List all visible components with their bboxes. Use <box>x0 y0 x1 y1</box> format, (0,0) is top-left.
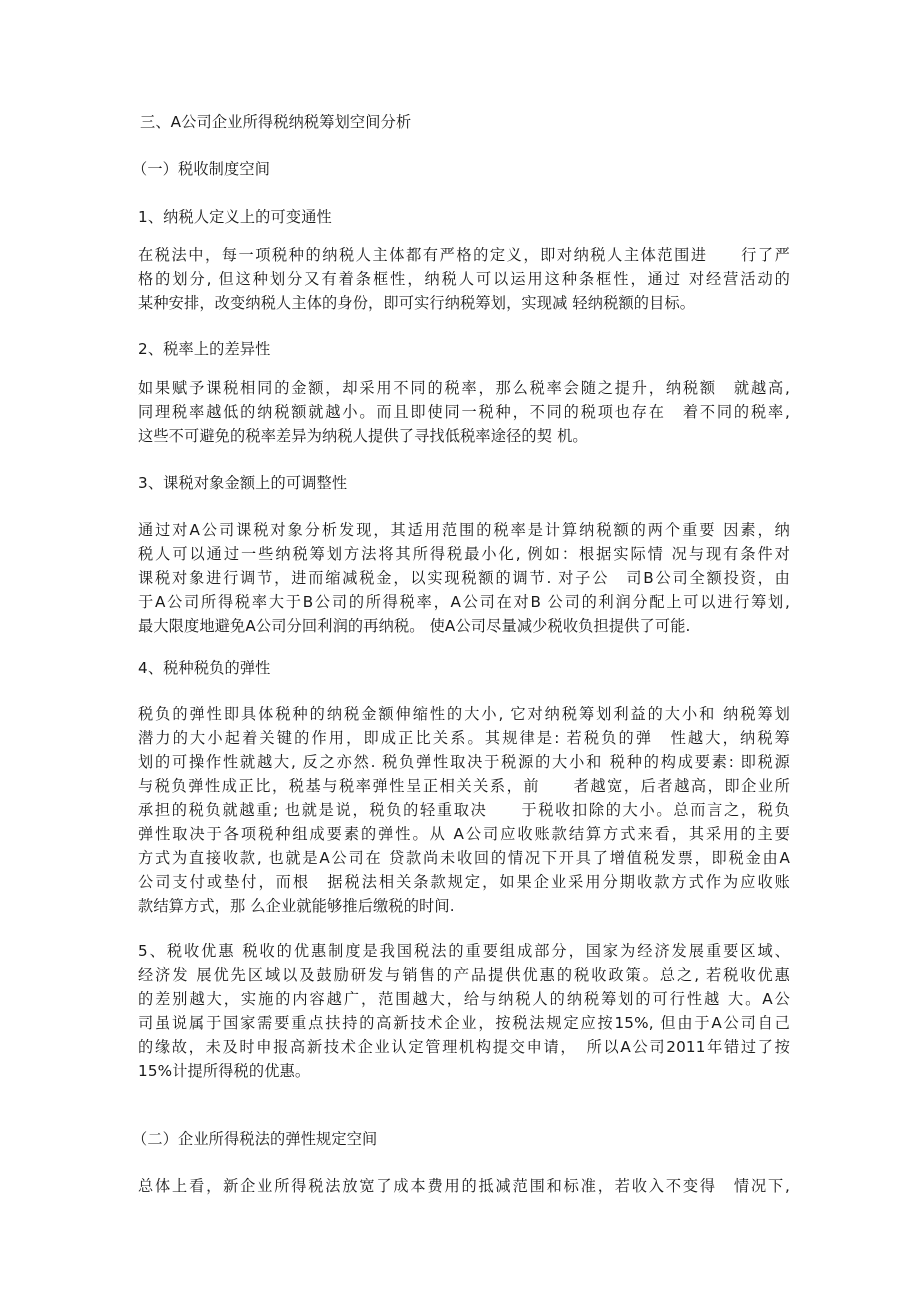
section-heading: 三、A公司企业所得税纳税筹划空间分析 <box>140 113 412 131</box>
paragraph-line: 司虽说属于国家需要重点扶持的高新技术企业，按税法规定应按15%, 但由于A公司自己 <box>138 1014 790 1032</box>
item-heading-1: 1、纳税人定义上的可变通性 <box>138 208 332 226</box>
paragraph-line: 款结算方式，那 么企业就能够推后缴税的时间. <box>138 897 455 915</box>
paragraph-line: 弹性取决于各项税种组成要素的弹性。从 A公司应收账款结算方式来看，其采用的主要 <box>138 825 790 843</box>
paragraph-line: 15%计提所得税的优惠。 <box>138 1062 311 1080</box>
paragraph-line: 方式为直接收款, 也就是A公司在 贷款尚未收回的情况下开具了增值税发票，即税金由A <box>138 849 790 867</box>
paragraph-line: 税负的弹性即具体税种的纳税金额伸缩性的大小, 它对纳税筹划利益的大小和 纳税筹划 <box>138 705 790 723</box>
item-heading-4: 4、税种税负的弹性 <box>138 659 271 677</box>
paragraph-line: 的缘故，未及时申报高新技术企业认定管理机构提交申请， 所以A公司2011年错过了按 <box>138 1038 790 1056</box>
paragraph-line: 如果赋予课税相同的金额，却采用不同的税率，那么税率会随之提升，纳税额 就越高, <box>138 379 790 397</box>
paragraph-line: 承担的税负就越重; 也就是说，税负的轻重取决 于税收扣除的大小。总而言之，税负 <box>138 801 790 819</box>
paragraph-line: 通过对A公司课税对象分析发现，其适用范围的税率是计算纳税额的两个重要 因素，纳 <box>138 521 790 539</box>
paragraph-line: 总体上看，新企业所得税法放宽了成本费用的抵减范围和标准，若收入不变得 情况下, <box>138 1177 790 1195</box>
paragraph-line: 潜力的大小起着关键的作用，即成正比关系。其规律是: 若税负的弹 性越大，纳税筹 <box>138 729 790 747</box>
paragraph-line: 经济发 展优先区域以及鼓励研发与销售的产品提供优惠的税收政策。总之, 若税收优惠 <box>138 966 790 984</box>
paragraph-line: 的差别越大，实施的内容越广，范围越大，给与纳税人的纳税筹划的可行性越 大。A公 <box>138 990 790 1008</box>
paragraph-line: 于A公司所得税率大于B公司的所得税率，A公司在对B 公司的利润分配上可以进行筹划, <box>138 593 790 611</box>
paragraph-4 <box>138 702 790 918</box>
paragraph-2 <box>138 376 790 448</box>
paragraph-line: 在税法中，每一项税种的纳税人主体都有严格的定义，即对纳税人主体范围进 行了严 <box>138 246 790 264</box>
paragraph-line: 某种安排，改变纳税人主体的身份，即可实行纳税筹划，实现减 轻纳税额的目标。 <box>138 294 696 312</box>
paragraph-line: 课税对象进行调节，进而缩减税金，以实现税额的调节. 对子公 司B公司全额投资，由 <box>138 569 790 587</box>
paragraph-line: 同理税率越低的纳税额就越小。而且即使同一税种，不同的税项也存在 着不同的税率, <box>138 403 790 421</box>
item-heading-3: 3、课税对象金额上的可调整性 <box>138 474 348 492</box>
subsection-heading-2: （二）企业所得税法的弹性规定空间 <box>132 1130 378 1148</box>
paragraph-line: 格的划分, 但这种划分又有着条框性，纳税人可以运用这种条框性，通过 对经营活动的 <box>138 270 790 288</box>
item-heading-2: 2、税率上的差异性 <box>138 340 271 358</box>
paragraph-3 <box>138 518 790 638</box>
subsection-heading-1: （一）税收制度空间 <box>132 160 271 178</box>
paragraph-1 <box>138 243 790 315</box>
paragraph-line: 划的可操作性就越大, 反之亦然. 税负弹性取决于税源的大小和 税种的构成要素: 即税源 <box>138 753 790 771</box>
paragraph-line: 税人可以通过一些纳税筹划方法将其所得税最小化, 例如：根据实际情 况与现有条件对 <box>138 545 790 563</box>
paragraph-line: 与税负弹性成正比，税基与税率弹性呈正相关关系，前 者越宽，后者越高，即企业所 <box>138 777 790 795</box>
paragraph-line: 公司支付或垫付，而根 据税法相关条款规定，如果企业采用分期收款方式作为应收账 <box>138 873 790 891</box>
paragraph-5 <box>138 939 790 1083</box>
paragraph-line: 这些不可避免的税率差异为纳税人提供了寻找低税率途径的契 机。 <box>138 427 588 445</box>
paragraph-line: 最大限度地避免A公司分回利润的再纳税。 使A公司尽量减少税收负担提供了可能. <box>138 617 691 635</box>
paragraph-6 <box>138 1174 790 1198</box>
paragraph-line: 5、税收优惠 税收的优惠制度是我国税法的重要组成部分，国家为经济发展重要区域、 <box>138 942 790 960</box>
